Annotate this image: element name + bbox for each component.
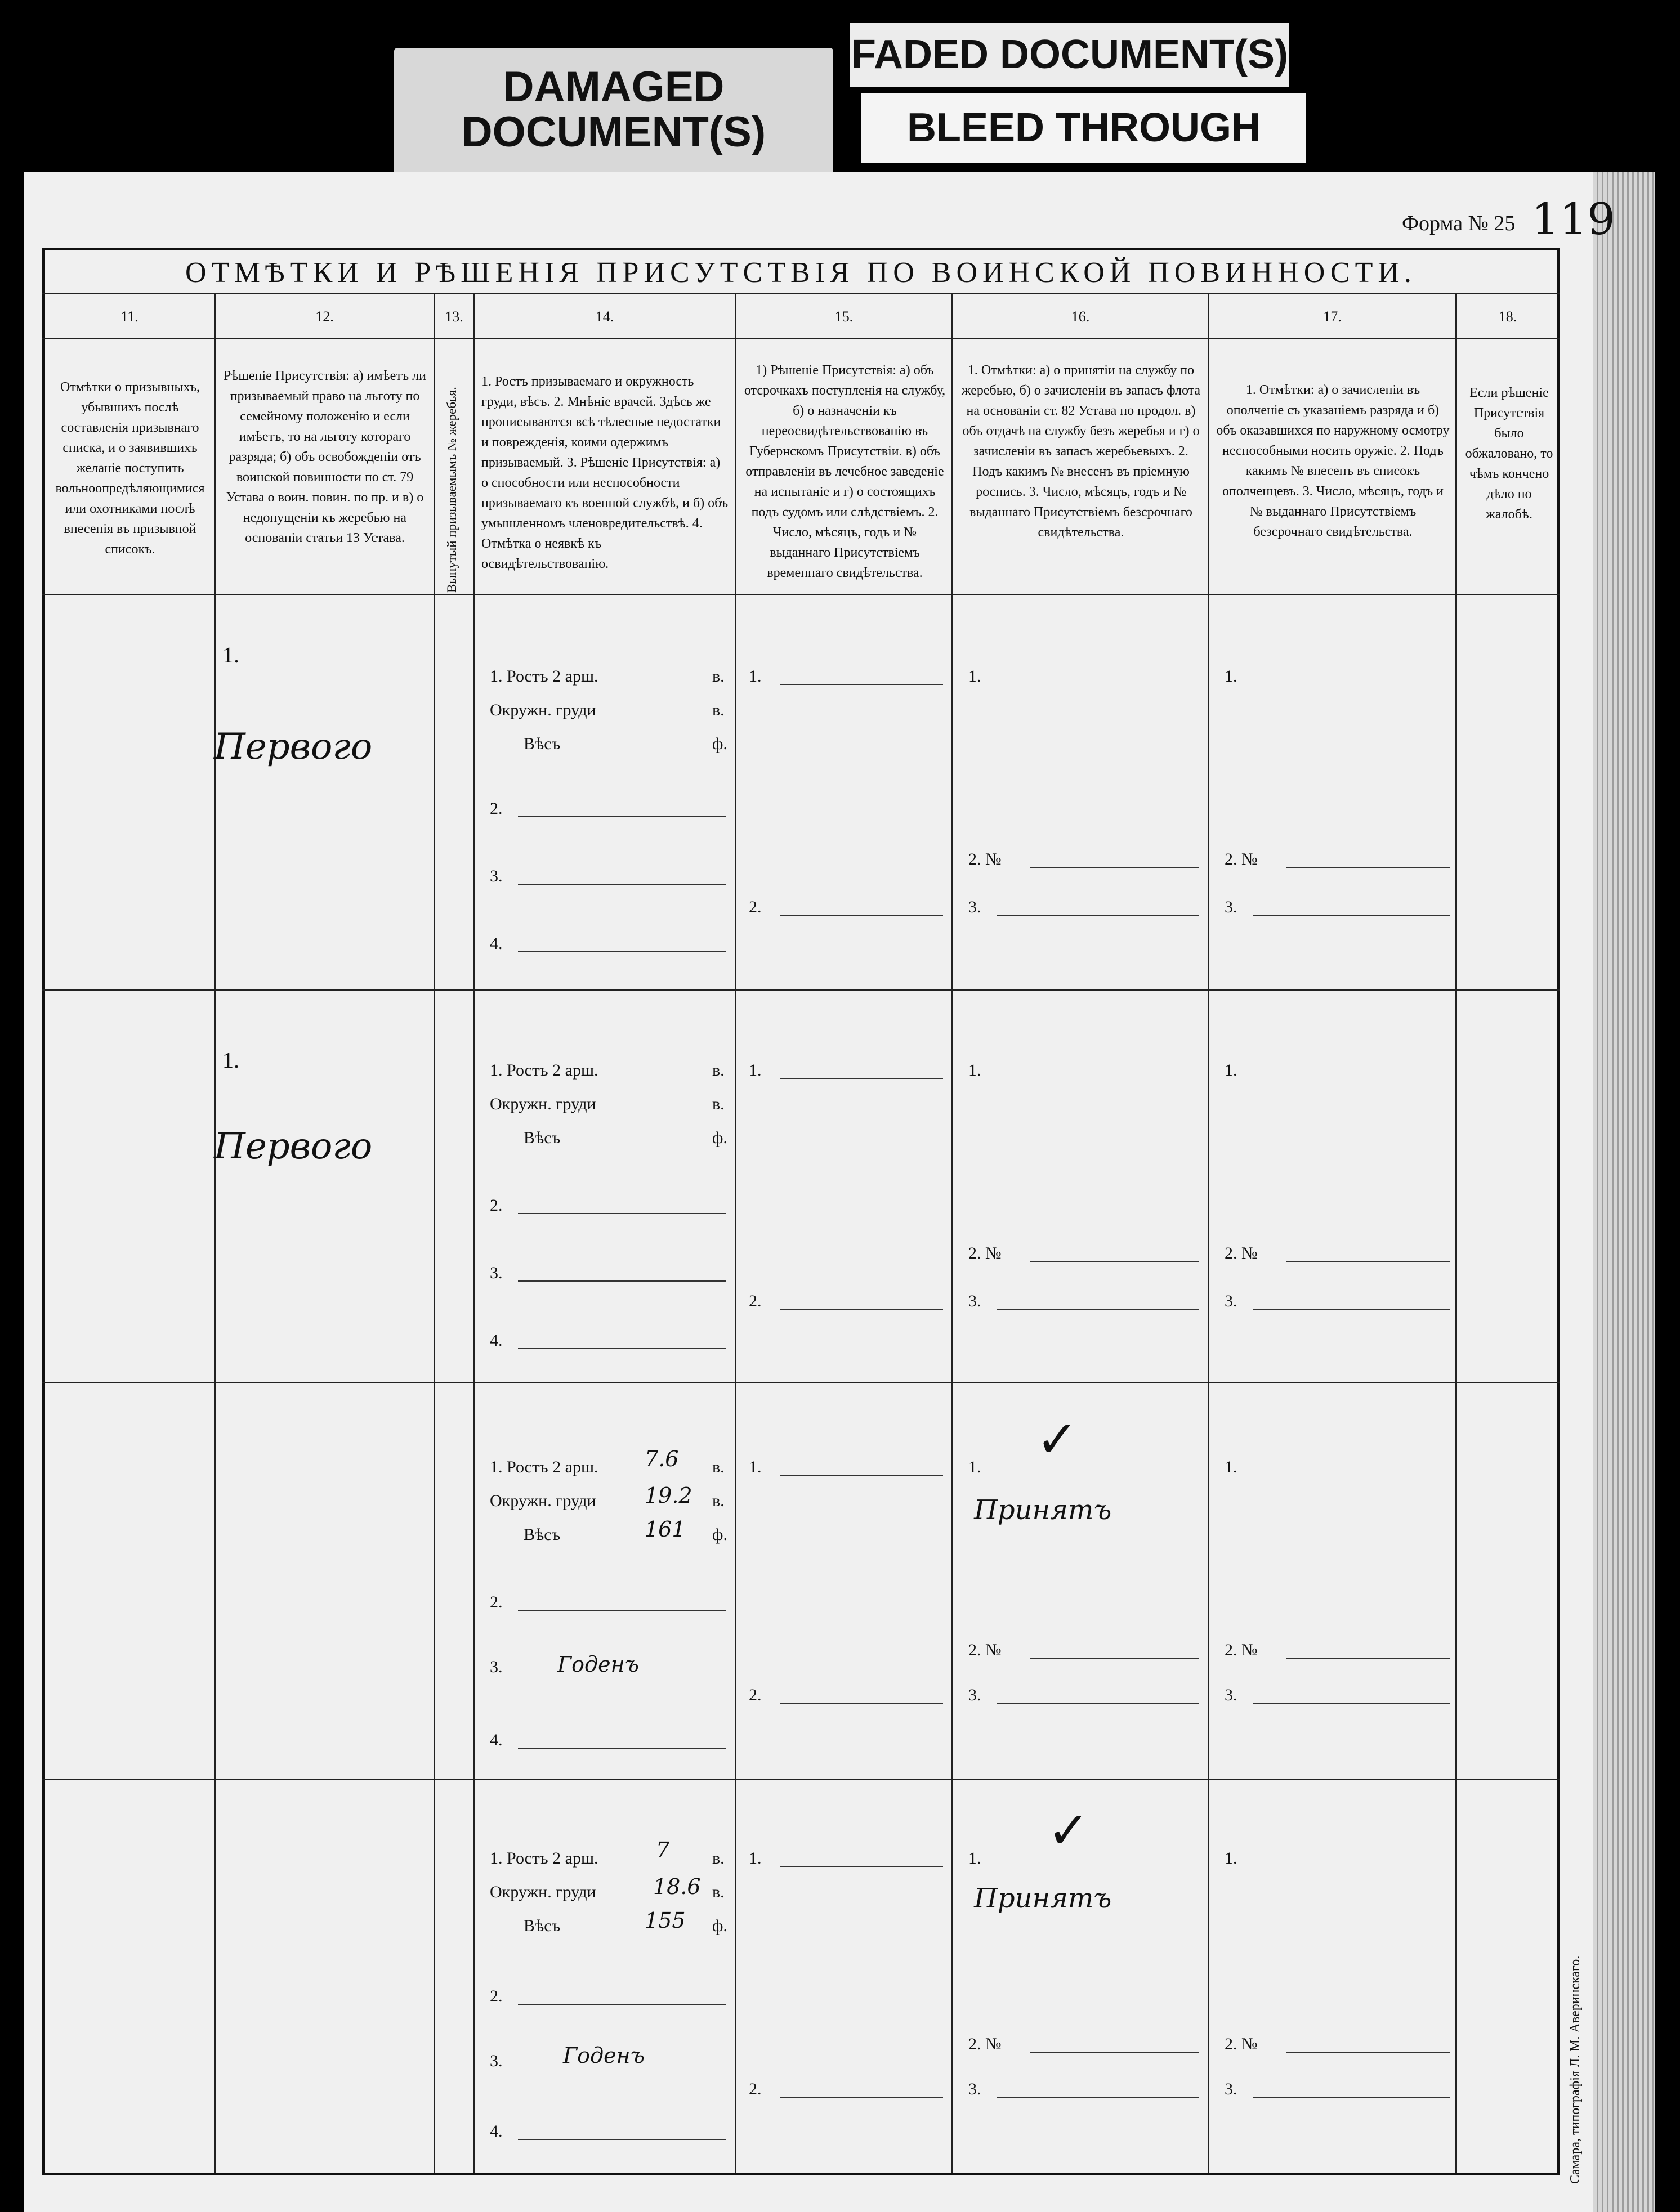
header-col-11: Отмѣтки о призывныхъ, убывшихъ послѣ составленія призывнаго списка, и о заявившихъ желаніе поступить вольноопредѣляющимися или охотниками послѣ внесенія въ призывной списокъ. <box>55 380 205 557</box>
rule-row-3 <box>42 1779 1560 1780</box>
header-col-14: 1. Ростъ призываемаго и окружность груди, вѣсъ. 2. Мнѣніе врачей. Здѣсь же прописываются всѣ тѣлесные недостатки и поврежденія, коими одержимъ призываемый. 3. Рѣшеніе Присутствія: а) о способности или неспособности призываемаго къ военной службѣ, и б) объ умышленномъ членовредительствѣ. 4. Отмѣтка о неявкѣ къ освидѣтельствованію. <box>481 374 729 571</box>
row4-c15-2-line <box>780 2080 943 2098</box>
row2-c14-3-line <box>518 1264 726 1282</box>
row1-c16-2-line <box>1030 850 1199 868</box>
row4-height-value: 7 <box>656 1838 670 1862</box>
col-divider-14 <box>735 293 736 2173</box>
row4-c15-1-line <box>780 1849 943 1867</box>
row2-c16-2: 2. № <box>968 1244 1002 1262</box>
header-col-17: 1. Отмѣтки: а) о зачисленіи въ ополченіе съ указаніемъ разряда и б) объ оказавшихся по наружному осмотру неспособными носить оружіе. 2. Подъ какимъ № внесенъ въ списокъ ополченцевъ. 3. Число, мѣсяцъ, годъ и № выданнаго Присутствіемъ безсрочнаго свидѣтельства. <box>1216 383 1450 539</box>
row3-c15-2: 2. <box>749 1686 762 1704</box>
row2-decision-text: Первого <box>214 1126 373 1167</box>
row4-weight-value: 155 <box>645 1908 686 1933</box>
rule-row-2 <box>42 1382 1560 1383</box>
row4-c17-1: 1. <box>1225 1849 1237 1868</box>
col-number-18: 18. <box>1498 308 1517 325</box>
row3-accepted: Принятъ <box>974 1494 1112 1526</box>
header-col-12: Рѣшеніе Присутствія: а) имѣетъ ли призываемый право на льготу по семейному положенію и если имѣетъ, то на льготу котораго разряда; б) объ освобожденіи отъ воинской повинности по ст. 79 Устава о воин. повин. по пр. и в) о недопущеніи къ жеребью на основаніи статьи 13 Устава. <box>224 369 426 545</box>
page-number: 119 <box>1531 194 1615 245</box>
row3-check-mark: ✓ <box>1036 1410 1079 1469</box>
row4-c16-3-line <box>997 2080 1199 2098</box>
row1-c14-3-line <box>518 867 726 885</box>
row2-c17-2: 2. № <box>1225 1244 1258 1262</box>
row4-c16-2: 2. № <box>968 2035 1002 2053</box>
row1-c17-1: 1. <box>1225 667 1237 686</box>
header-col-15: 1) Рѣшеніе Присутствія: а) объ отсрочкахъ поступленія на службу, б) о назначеніи къ переосвидѣтельствованію въ Губернскомъ Присутствіи. в) объ отправленіи въ лечебное заведеніе на испытаніе и г) о состоящихъ подъ судомъ или слѣдствіемъ. 2. Число, мѣсяцъ, годъ и № выданнаго Присутствіемъ временнаго свидѣтельства. <box>744 363 946 580</box>
rule-header <box>42 594 1560 595</box>
row3-weight-value: 161 <box>645 1517 686 1542</box>
row4-c17-3-line <box>1253 2080 1450 2098</box>
row2-c14-4-line <box>518 1331 726 1349</box>
damaged-document-tag: DAMAGED DOCUMENT(S) <box>394 48 833 172</box>
col-number-12: 12. <box>315 308 334 325</box>
row1-c16-3-line <box>997 898 1199 916</box>
row4-c16-3: 3. <box>968 2080 981 2098</box>
row3-weight-label: Вѣсъ <box>524 1525 561 1544</box>
row2-c17-3: 3. <box>1225 1292 1237 1310</box>
row1-chest-unit: в. <box>712 701 725 719</box>
row4-check-mark: ✓ <box>1047 1801 1090 1860</box>
row1-c17-2: 2. № <box>1225 850 1258 868</box>
row1-c14-2-line <box>518 799 726 817</box>
row3-c17-2-line <box>1286 1641 1450 1659</box>
row4-c17-2-line <box>1286 2035 1450 2053</box>
col-divider-13 <box>473 293 475 2173</box>
row3-c15-1-line <box>780 1458 943 1476</box>
row2-c15-1-line <box>780 1061 943 1079</box>
row2-c15-2-line <box>780 1292 943 1310</box>
row2-c14-2-line <box>518 1196 726 1214</box>
row3-c14-2: 2. <box>490 1593 503 1611</box>
row3-height-value: 7.6 <box>645 1447 679 1471</box>
row2-c16-3: 3. <box>968 1292 981 1310</box>
row4-c15-2: 2. <box>749 2080 762 2098</box>
row1-c17-3-line <box>1253 898 1450 916</box>
col-divider-17 <box>1455 293 1457 2173</box>
row1-c15-2-line <box>780 898 943 916</box>
row3-fitness-decision: Годенъ <box>557 1652 639 1677</box>
row3-c17-3-line <box>1253 1686 1450 1704</box>
faded-document-tag: FADED DOCUMENT(S) <box>850 23 1289 87</box>
row2-c16-2-line <box>1030 1244 1199 1262</box>
row3-c16-2: 2. № <box>968 1641 1002 1659</box>
row3-chest-unit: в. <box>712 1492 725 1510</box>
row2-c14-4: 4. <box>490 1331 503 1350</box>
row3-c16-2-line <box>1030 1641 1199 1659</box>
row1-c15-1: 1. <box>749 667 762 686</box>
row1-chest-label: Окружн. груди <box>490 701 596 719</box>
row4-chest-unit: в. <box>712 1883 725 1901</box>
page-edges <box>1593 172 1655 2212</box>
header-col-18: Если рѣшеніе Присутствія было обжаловано, то чѣмъ кончено дѣло по жалобѣ. <box>1465 386 1553 522</box>
header-col-13 <box>441 388 463 591</box>
row4-c14-2: 2. <box>490 1987 503 2005</box>
row3-height-label: 1. Ростъ 2 арш. <box>490 1458 598 1476</box>
row1-c16-3: 3. <box>968 898 981 916</box>
row3-c14-4: 4. <box>490 1731 503 1749</box>
row4-c17-2: 2. № <box>1225 2035 1258 2053</box>
header-col-13-text: Вынутый призываемымъ № жеребья. <box>445 387 459 593</box>
row2-c15-2: 2. <box>749 1292 762 1310</box>
row3-c15-1: 1. <box>749 1458 762 1476</box>
row1-c14-2: 2. <box>490 799 503 818</box>
row4-height-unit: в. <box>712 1849 725 1868</box>
row3-c16-3-line <box>997 1686 1199 1704</box>
row2-c16-1: 1. <box>968 1061 981 1080</box>
row1-height-unit: в. <box>712 667 725 686</box>
row4-c15-1: 1. <box>749 1849 762 1868</box>
row2-c15-1: 1. <box>749 1061 762 1080</box>
row2-c14-3: 3. <box>490 1264 503 1282</box>
rule-row-1 <box>42 989 1560 991</box>
row4-c14-4-line <box>518 2122 726 2140</box>
col-divider-11 <box>214 293 216 2173</box>
row1-weight-unit: ф. <box>712 735 727 753</box>
col-divider-16 <box>1208 293 1209 2173</box>
bleed-through-tag: BLEED THROUGH <box>861 93 1306 163</box>
col-number-11: 11. <box>120 308 138 325</box>
row3-c14-3: 3. <box>490 1658 503 1676</box>
row3-c16-3: 3. <box>968 1686 981 1704</box>
row2-c17-1: 1. <box>1225 1061 1237 1080</box>
col-number-17: 17. <box>1323 308 1342 325</box>
row3-c15-2-line <box>780 1686 943 1704</box>
row1-decision-number: 1. <box>222 642 239 668</box>
row1-weight-label: Вѣсъ <box>524 735 561 753</box>
row3-weight-unit: ф. <box>712 1525 727 1544</box>
rule-title <box>42 293 1560 294</box>
header-col-16: 1. Отмѣтки: а) о принятіи на службу по жеребью, б) о зачисленіи въ запасъ флота на основаніи ст. 82 Устава по продол. в) объ отдачѣ на службу безъ жеребья и г) о зачисленіи въ запасъ жеребьевыхъ. 2. Подъ какимъ № внесенъ въ пріемную роспись. 3. Число, мѣсяцъ, годъ и № выданнаго Присутствіемъ безсрочнаго свидѣтельства. <box>961 363 1201 540</box>
row1-c16-2: 2. № <box>968 850 1002 868</box>
row4-c14-3: 3. <box>490 2052 503 2070</box>
col-number-15: 15. <box>834 308 854 325</box>
row4-fitness-decision: Годенъ <box>563 2043 645 2068</box>
row4-height-label: 1. Ростъ 2 арш. <box>490 1849 598 1868</box>
row3-c14-2-line <box>518 1593 726 1611</box>
row4-c17-3: 3. <box>1225 2080 1237 2098</box>
row3-c14-4-line <box>518 1731 726 1749</box>
row3-height-unit: в. <box>712 1458 725 1476</box>
row4-c16-1: 1. <box>968 1849 981 1868</box>
row2-decision-number: 1. <box>222 1047 239 1073</box>
page-title: ОТМѢТКИ И РѢШЕНІЯ ПРИСУТСТВІЯ ПО ВОИНСКОЙ ПОВИННОСТИ. <box>185 257 1417 289</box>
row4-weight-unit: ф. <box>712 1917 727 1935</box>
row3-chest-label: Окружн. груди <box>490 1492 596 1510</box>
row2-c14-2: 2. <box>490 1196 503 1215</box>
col-divider-15 <box>951 293 953 2173</box>
row2-height-label: 1. Ростъ 2 арш. <box>490 1061 598 1080</box>
row2-chest-label: Окружн. груди <box>490 1095 596 1113</box>
row1-c17-2-line <box>1286 850 1450 868</box>
col-number-14: 14. <box>595 308 614 325</box>
col-number-13: 13. <box>445 308 463 325</box>
printer-imprint: Самара, типографія Л. М. Аверинскаго. <box>1568 1955 1583 2184</box>
row2-chest-unit: в. <box>712 1095 725 1113</box>
row1-c14-3: 3. <box>490 867 503 885</box>
row4-chest-value: 18.6 <box>653 1874 701 1899</box>
row2-weight-unit: ф. <box>712 1129 727 1147</box>
row4-accepted: Принятъ <box>974 1883 1112 1914</box>
row1-c17-3: 3. <box>1225 898 1237 916</box>
row1-c15-2: 2. <box>749 898 762 916</box>
rule-colnums <box>42 338 1560 339</box>
row3-c17-1: 1. <box>1225 1458 1237 1476</box>
row4-weight-label: Вѣсъ <box>524 1917 561 1935</box>
row1-c15-1-line <box>780 667 943 685</box>
row4-c16-2-line <box>1030 2035 1199 2053</box>
form-number: Форма № 25 <box>1402 212 1516 235</box>
row4-c14-2-line <box>518 1987 726 2005</box>
row1-c14-4-line <box>518 934 726 952</box>
row2-height-unit: в. <box>712 1061 725 1080</box>
row3-c17-3: 3. <box>1225 1686 1237 1704</box>
col-number-16: 16. <box>1071 308 1090 325</box>
row3-c17-2: 2. № <box>1225 1641 1258 1659</box>
row1-decision-text: Первого <box>214 726 373 768</box>
row2-c17-2-line <box>1286 1244 1450 1262</box>
row2-weight-label: Вѣсъ <box>524 1129 561 1147</box>
row4-chest-label: Окружн. груди <box>490 1883 596 1901</box>
row2-c17-3-line <box>1253 1292 1450 1310</box>
row3-c16-1: 1. <box>968 1458 981 1476</box>
row1-height-label: 1. Ростъ 2 арш. <box>490 667 598 686</box>
row1-c16-1: 1. <box>968 667 981 686</box>
row3-chest-value: 19.2 <box>645 1483 692 1508</box>
row4-c14-4: 4. <box>490 2122 503 2141</box>
row1-c14-4: 4. <box>490 934 503 953</box>
row2-c16-3-line <box>997 1292 1199 1310</box>
col-divider-12 <box>434 293 435 2173</box>
